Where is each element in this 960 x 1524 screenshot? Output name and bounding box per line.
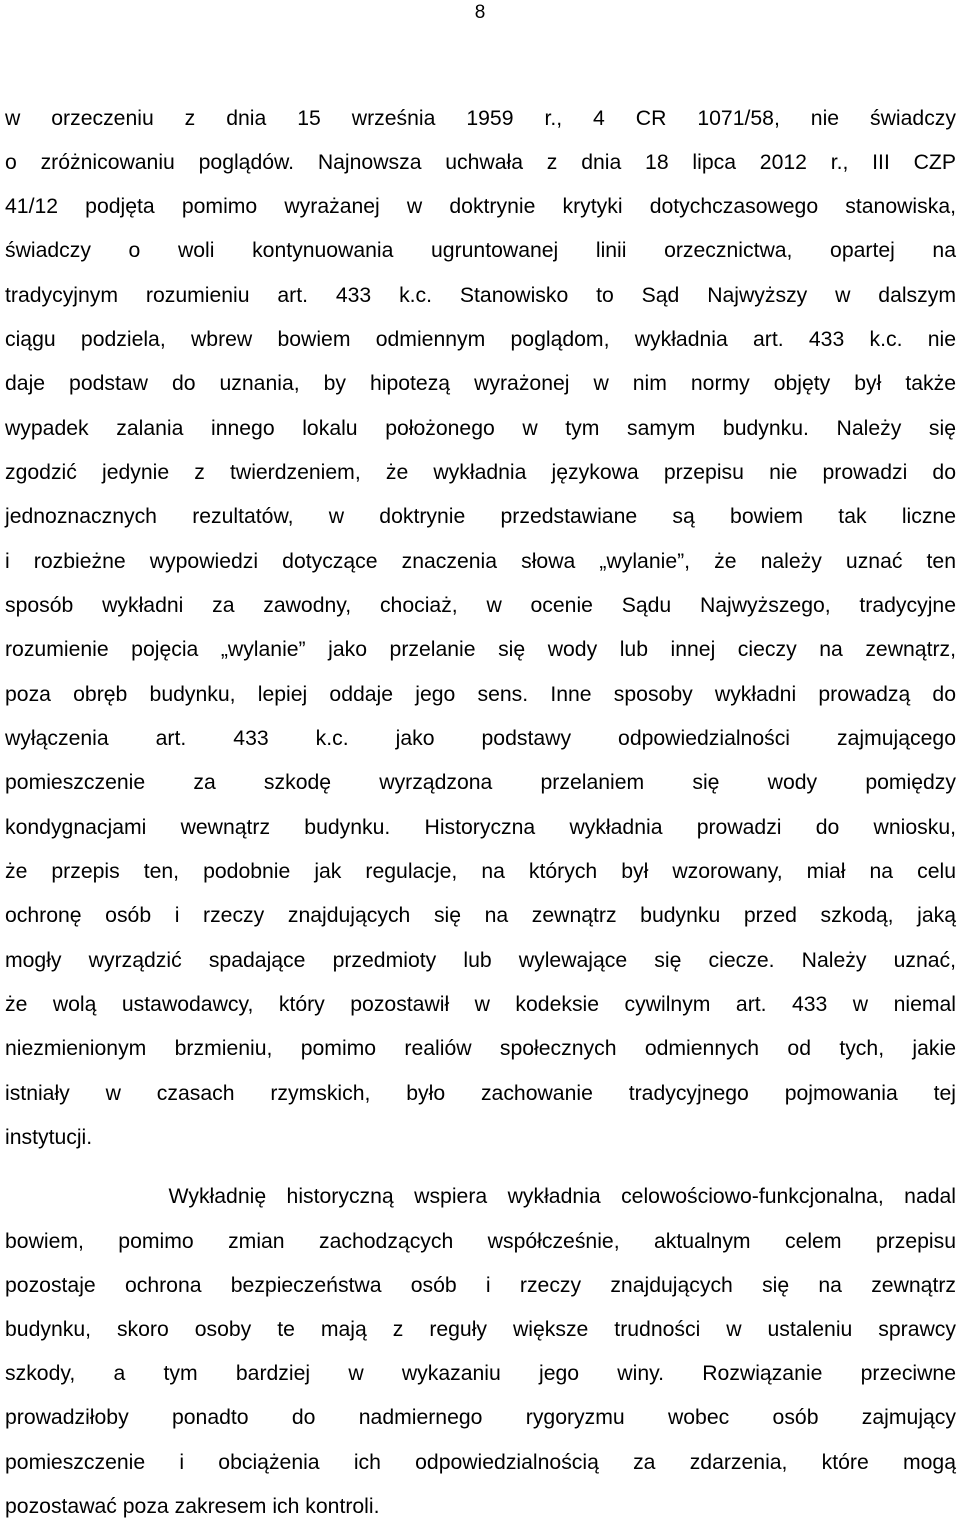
text-line-6: ciągu podziela, wbrew bowiem odmiennym poglądom, wykładnia art. 433 k.c. nie — [5, 328, 956, 351]
text-line-26: bowiem, pomimo zmian zachodzących współcześnie, aktualnym celem przepisu — [5, 1230, 956, 1253]
text-line-32: pozostawać poza zakresem ich kontroli. — [5, 1495, 380, 1518]
text-line-2: o zróżnicowaniu poglądów. Najnowsza uchwała z dnia 18 lipca 2012 r., III CZP — [5, 151, 956, 174]
text-line-16: pomieszczenie za szkodę wyrządzona przelaniem się wody pomiędzy — [5, 771, 956, 794]
text-line-7: daje podstaw do uznania, by hipotezą wyrażonej w nim normy objęty był także — [5, 372, 956, 395]
text-line-23: istniały w czasach rzymskich, było zachowanie tradycyjnego pojmowania tej — [5, 1082, 956, 1105]
text-line-12: sposób wykładni za zawodny, chociaż, w ocenie Sądu Najwyższego, tradycyjne — [5, 594, 956, 617]
text-line-22: niezmienionym brzmieniu, pomimo realiów społecznych odmiennych od tych, jakie — [5, 1037, 956, 1060]
text-line-1: w orzeczeniu z dnia 15 września 1959 r., 4 CR 1071/58, nie świadczy — [5, 107, 956, 130]
text-line-3: 41/12 podjęta pomimo wyrażanej w doktrynie krytyki dotychczasowego stanowiska, — [5, 195, 956, 218]
text-line-5: tradycyjnym rozumieniu art. 433 k.c. Stanowisko to Sąd Najwyższy w dalszym — [5, 284, 956, 307]
text-line-19: ochronę osób i rzeczy znajdujących się na zewnątrz budynku przed szkodą, jaką — [5, 904, 956, 927]
text-line-4: świadczy o woli kontynuowania ugruntowanej linii orzecznictwa, opartej na — [5, 239, 956, 262]
text-line-17: kondygnacjami wewnątrz budynku. Historyczna wykładnia prowadzi do wniosku, — [5, 816, 956, 839]
text-line-20: mogły wyrządzić spadające przedmioty lub wylewające się ciecze. Należy uznać, — [5, 949, 956, 972]
page-number: 8 — [474, 2, 486, 23]
text-line-21: że wolą ustawodawcy, który pozostawił w kodeksie cywilnym art. 433 w niemal — [5, 993, 956, 1016]
text-line-10: jednoznacznych rezultatów, w doktrynie przedstawiane są bowiem tak liczne — [5, 505, 956, 528]
text-line-25: Wykładnię historyczną wspiera wykładnia celowościowo-funkcjonalna, nadal — [5, 1185, 956, 1208]
text-line-13: rozumienie pojęcia „wylanie” jako przelanie się wody lub innej cieczy na zewnątrz, — [5, 638, 956, 661]
text-line-30: prowadziłoby ponadto do nadmiernego rygoryzmu wobec osób zajmujący — [5, 1406, 956, 1429]
text-line-18: że przepis ten, podobnie jak regulacje, na których był wzorowany, miał na celu — [5, 860, 956, 883]
text-line-27: pozostaje ochrona bezpieczeństwa osób i rzeczy znajdujących się na zewnątrz — [5, 1274, 956, 1297]
text-line-8: wypadek zalania innego lokalu położonego w tym samym budynku. Należy się — [5, 417, 956, 440]
text-line-29: szkody, a tym bardziej w wykazaniu jego winy. Rozwiązanie przeciwne — [5, 1362, 956, 1385]
text-line-14: poza obręb budynku, lepiej oddaje jego sens. Inne sposoby wykładni prowadzą do — [5, 683, 956, 706]
text-line-31: pomieszczenie i obciążenia ich odpowiedzialnością za zdarzenia, które mogą — [5, 1451, 956, 1474]
text-line-28: budynku, skoro osoby te mają z reguły większe trudności w ustaleniu sprawcy — [5, 1318, 956, 1341]
text-line-11: i rozbieżne wypowiedzi dotyczące znaczenia słowa „wylanie”, że należy uznać ten — [5, 550, 956, 573]
text-line-15: wyłączenia art. 433 k.c. jako podstawy odpowiedzialności zajmującego — [5, 727, 956, 750]
text-line-24: instytucji. — [5, 1126, 93, 1149]
text-line-9: zgodzić jedynie z twierdzeniem, że wykładnia językowa przepisu nie prowadzi do — [5, 461, 956, 484]
